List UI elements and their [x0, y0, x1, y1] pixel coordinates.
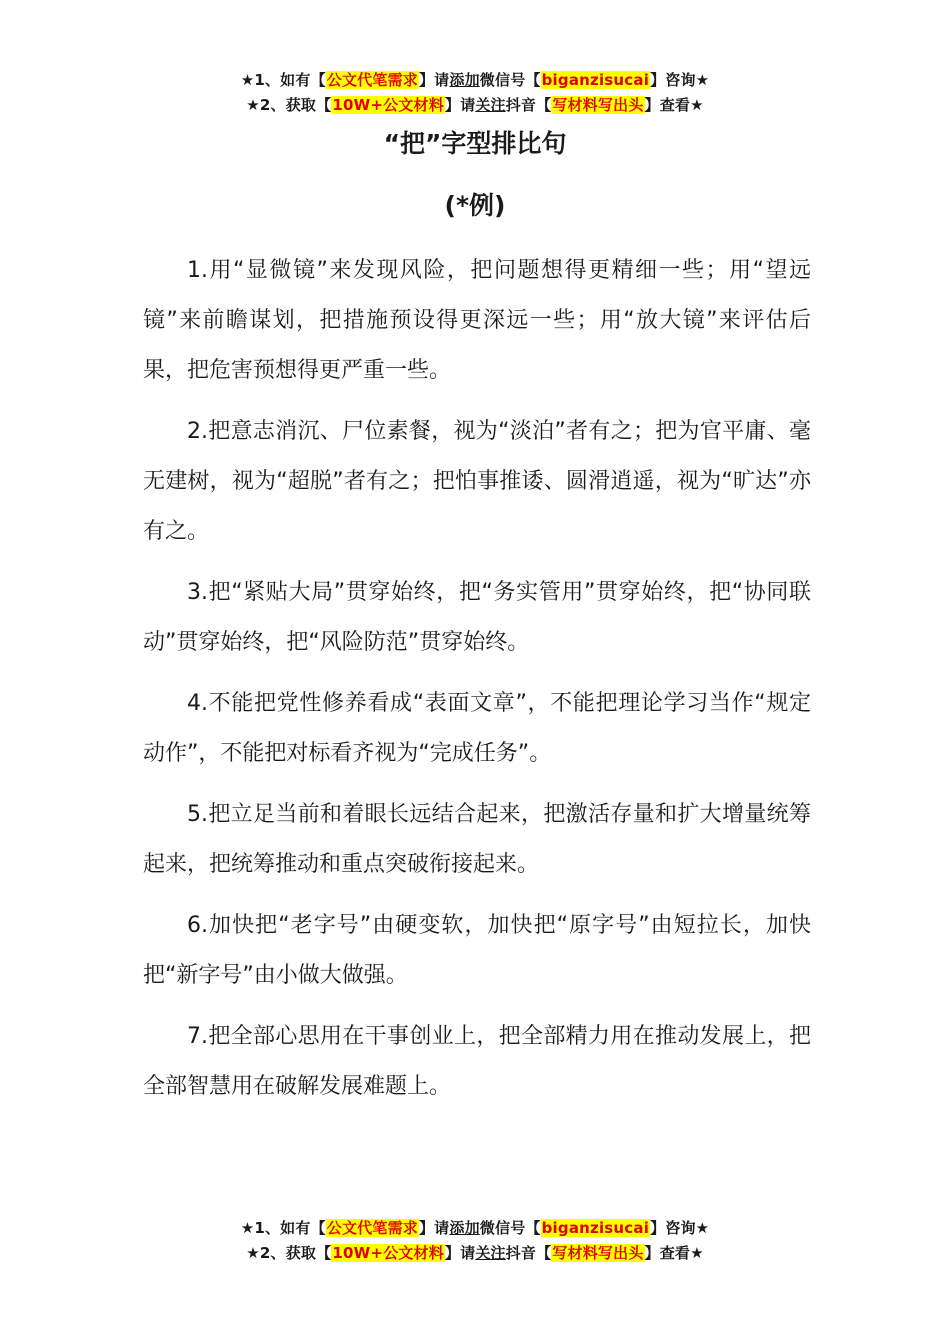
banner-line-2: [0, 1241, 950, 1266]
paragraph-4: 4.不能把党性修养看成“表面文章”，不能把理论学习当作“规定动作”，不能把对标看齐视为“完成任务”。: [143, 691, 811, 766]
banner-line-1: [0, 1216, 950, 1241]
highlight-text: 写材料写出头: [552, 1244, 644, 1262]
paragraph-6: 6.加快把“老字号”由硬变软，加快把“原字号”由短拉长，加快把“新字号”由小做大做强。: [143, 913, 811, 988]
banner-text: 】请: [418, 1219, 450, 1237]
underlined-text: 添加: [449, 1219, 480, 1237]
banner-text: ★1、如有【: [240, 71, 326, 89]
highlight-text: 10W+公文材料: [332, 96, 444, 114]
banner-text: 微信号【: [479, 71, 541, 89]
highlight-text: biganzisucai: [541, 71, 650, 89]
paragraph-1: 1.用“显微镜”来发现风险，把问题想得更精细一些；用“望远镜”来前瞻谋划，把措施预设得更深远一些；用“放大镜”来评估后果，把危害预想得更严重一些。: [143, 258, 811, 383]
banner-text: 】查看★: [644, 1244, 704, 1262]
footer-banner: [0, 1216, 950, 1266]
paragraph-2: 2.把意志消沉、尸位素餐，视为“淡泊”者有之；把为官平庸、毫无建树，视为“超脱”者有之；把怕事推诿、圆滑逍遥，视为“旷达”亦有之。: [143, 419, 811, 544]
underlined-text: 添加: [449, 71, 480, 89]
document-title: “把”字型排比句: [383, 129, 567, 158]
paragraph-7: 7.把全部心思用在干事创业上，把全部精力用在推动发展上，把全部智慧用在破解发展难题上。: [143, 1024, 811, 1099]
banner-text: 】查看★: [644, 96, 704, 114]
banner-text: 】请: [444, 96, 476, 114]
document-body: [143, 246, 811, 1123]
underlined-text: 关注: [475, 1244, 506, 1262]
underlined-text: 关注: [475, 96, 506, 114]
banner-text: ★1、如有【: [240, 1219, 326, 1237]
highlight-text: 公文代笔需求: [326, 71, 418, 89]
banner-text: ★2、获取【: [246, 96, 332, 114]
banner-text: 微信号【: [479, 1219, 541, 1237]
highlight-text: biganzisucai: [541, 1219, 650, 1237]
banner-text: ★2、获取【: [246, 1244, 332, 1262]
header-banner: [0, 68, 950, 118]
highlight-text: 公文代笔需求: [326, 1219, 418, 1237]
banner-text: 】咨询★: [650, 71, 710, 89]
banner-line-1: [0, 68, 950, 93]
highlight-text: 写材料写出头: [552, 96, 644, 114]
banner-text: 抖音【: [505, 96, 552, 114]
paragraph-3: 3.把“紧贴大局”贯穿始终，把“务实管用”贯穿始终，把“协同联动”贯穿始终，把“风险防范”贯穿始终。: [143, 580, 811, 655]
banner-text: 】请: [444, 1244, 476, 1262]
document-subtitle: (*例): [444, 191, 506, 220]
paragraph-5: 5.把立足当前和着眼长远结合起来，把激活存量和扩大增量统筹起来，把统筹推动和重点突破衔接起来。: [143, 802, 811, 877]
banner-text: 】咨询★: [650, 1219, 710, 1237]
banner-text: 抖音【: [505, 1244, 552, 1262]
banner-line-2: [0, 93, 950, 118]
banner-text: 】请: [418, 71, 450, 89]
highlight-text: 10W+公文材料: [332, 1244, 444, 1262]
